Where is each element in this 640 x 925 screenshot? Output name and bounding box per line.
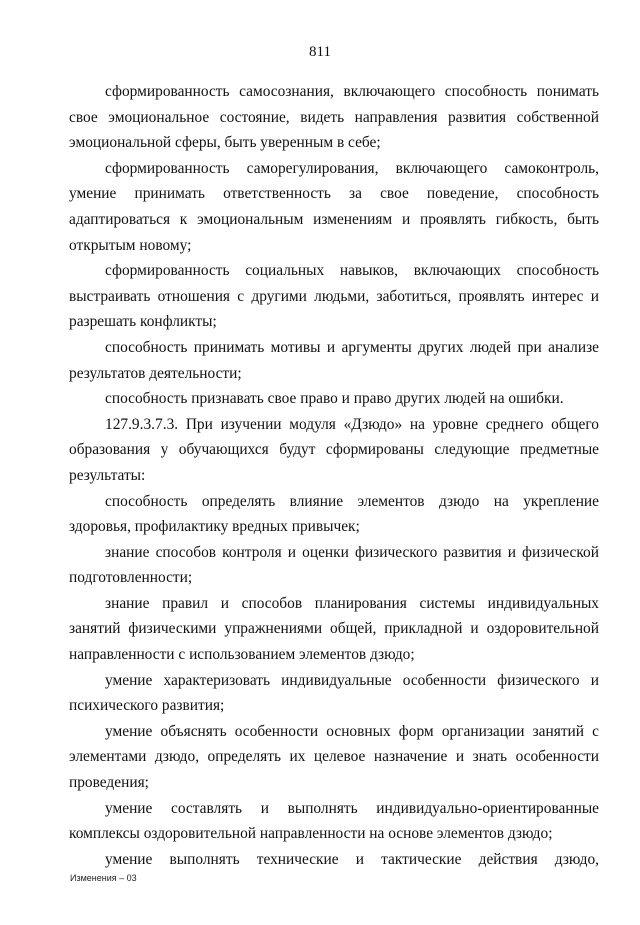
paragraph: сформированность социальных навыков, включающих способность выстраивать отношения с другими людьми, заботиться, проявлять интерес и разрешать конфликты; <box>69 262 599 331</box>
section-paragraph: 127.9.3.7.3. При изучении модуля «Дзюдо» на уровне среднего общего образования у обучающихся будут сформированы следующие предметные результаты: <box>69 415 599 484</box>
paragraph: знание правил и способов планирования системы индивидуальных занятий физическими упражнениями общей, прикладной и оздоровительной направленности с использованием элементов дзюдо; <box>69 594 599 664</box>
paragraph-continued: умение выполнять технические и тактические действия дзюдо, <box>105 850 599 868</box>
paragraph: способность признавать свое право и право других людей на ошибки. <box>105 390 564 408</box>
document-body <box>69 79 599 872</box>
paragraph: сформированность саморегулирования, включающего самоконтроль, умение принимать ответственность за свое поведение, способность адаптироваться к эмоциональным изменениям и проявлять гибкость, быть открытым новому; <box>69 159 599 254</box>
page-number: 811 <box>309 44 331 60</box>
revision-footer: Изменения – 03 <box>70 873 137 883</box>
paragraph: умение характеризовать индивидуальные особенности физического и психического развития; <box>69 671 599 715</box>
paragraph: сформированность самосознания, включающего способность понимать свое эмоциональное состояние, видеть направления развития собственной эмоциональной сферы, быть уверенным в себе; <box>69 83 599 152</box>
paragraph: умение объяснять особенности основных форм организации занятий с элементами дзюдо, определять их целевое назначение и знать особенности проведения; <box>69 722 599 792</box>
paragraph: способность определять влияние элементов дзюдо на укрепление здоровья, профилактику вредных привычек; <box>69 492 599 536</box>
paragraph: знание способов контроля и оценки физического развития и физической подготовленности; <box>69 543 599 587</box>
paragraph: способность принимать мотивы и аргументы других людей при анализе результатов деятельности; <box>69 338 599 382</box>
paragraph: умение составлять и выполнять индивидуально-ориентированные комплексы оздоровительной направленности на основе элементов дзюдо; <box>69 799 599 843</box>
